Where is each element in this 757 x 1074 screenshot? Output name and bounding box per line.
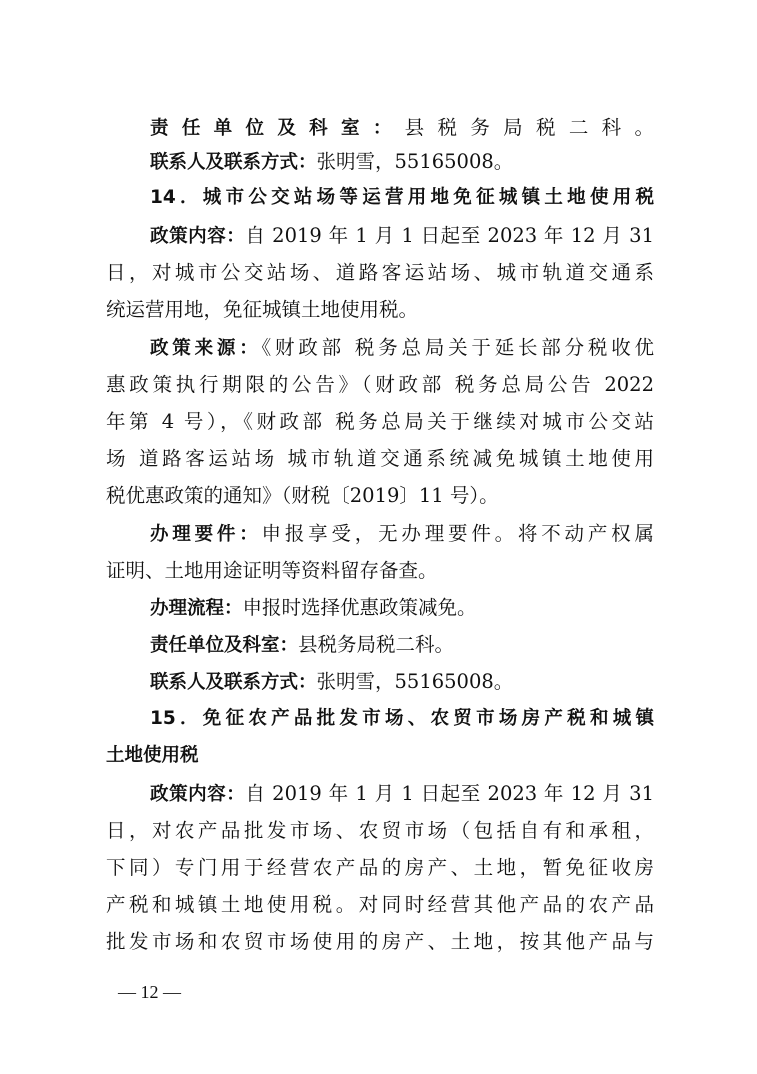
section-heading-15-cont: 土地使用税 xyxy=(106,745,199,766)
field-value: 《财政部 税务总局关于延长部分税收优 xyxy=(261,336,654,359)
body-text-line: 日，对农产品批发市场、农贸市场（包括自有和承租， xyxy=(106,819,654,842)
body-text-line: 场 道路客运站场 城市轨道交通系统减免城镇土地使用 xyxy=(106,447,654,470)
body-text-line: 产税和城镇土地使用税。对同时经营其他产品的农产品 xyxy=(106,893,654,916)
section-heading-14: 14．城市公交站场等运营用地免征城镇土地使用税 xyxy=(150,187,654,208)
body-text-line: 日，对城市公交站场、道路客运站场、城市轨道交通系 xyxy=(106,261,654,284)
field-policy-content xyxy=(150,782,654,806)
field-label: 联系人及联系方式： xyxy=(150,672,317,693)
body-text-line: 年第 4 号），《财政部 税务总局关于继续对城市公交站 xyxy=(106,410,654,433)
field-label: 办理流程： xyxy=(150,598,243,619)
body-text-line: 批发市场和农贸市场使用的房产、土地，按其他产品与 xyxy=(106,930,654,953)
field-value: 张明雪，55165008。 xyxy=(316,670,514,693)
page-number: — 12 — xyxy=(118,982,181,1002)
field-policy-content xyxy=(150,224,654,248)
field-value: 自 2019 年 1 月 1 日起至 2023 年 12 月 31 xyxy=(245,224,654,247)
field-value: 县税务局税二科。 xyxy=(298,633,455,656)
field-process xyxy=(150,596,654,620)
field-label: 责任单位及科室： xyxy=(150,635,299,656)
field-label: 政策内容： xyxy=(150,784,246,805)
field-value: 县税务局税二科。 xyxy=(404,116,654,139)
field-label: 联系人及联系方式： xyxy=(150,152,317,173)
field-responsible-unit xyxy=(150,116,654,140)
field-policy-source xyxy=(150,336,654,360)
field-responsible-unit xyxy=(150,633,654,657)
field-contact xyxy=(150,150,654,174)
body-text-line: 统运营用地，免征城镇土地使用税。 xyxy=(106,298,419,321)
body-text-line: 惠政策执行期限的公告》（财政部 税务总局公告 2022 xyxy=(106,373,654,396)
field-value: 张明雪，55165008。 xyxy=(316,150,514,173)
field-value: 申报享受，无办理要件。将不动产权属 xyxy=(261,522,654,545)
body-text-line: 下同）专门用于经营农产品的房产、土地，暂免征收房 xyxy=(106,856,654,879)
field-label: 办理要件： xyxy=(150,524,262,545)
field-requirements xyxy=(150,522,654,546)
field-label: 政策来源： xyxy=(150,338,262,359)
field-label: 政策内容： xyxy=(150,226,246,247)
body-text-line: 税优惠政策的通知》（财税〔2019〕11 号）。 xyxy=(106,484,499,507)
field-contact xyxy=(150,670,654,694)
field-value: 自 2019 年 1 月 1 日起至 2023 年 12 月 31 xyxy=(245,782,654,805)
section-heading-15: 15．免征农产品批发市场、农贸市场房产税和城镇 xyxy=(150,708,654,729)
field-label: 责任单位及科室： xyxy=(150,118,405,139)
field-value: 申报时选择优惠政策减免。 xyxy=(242,596,477,619)
body-text-line: 证明、土地用途证明等资料留存备查。 xyxy=(106,559,438,582)
